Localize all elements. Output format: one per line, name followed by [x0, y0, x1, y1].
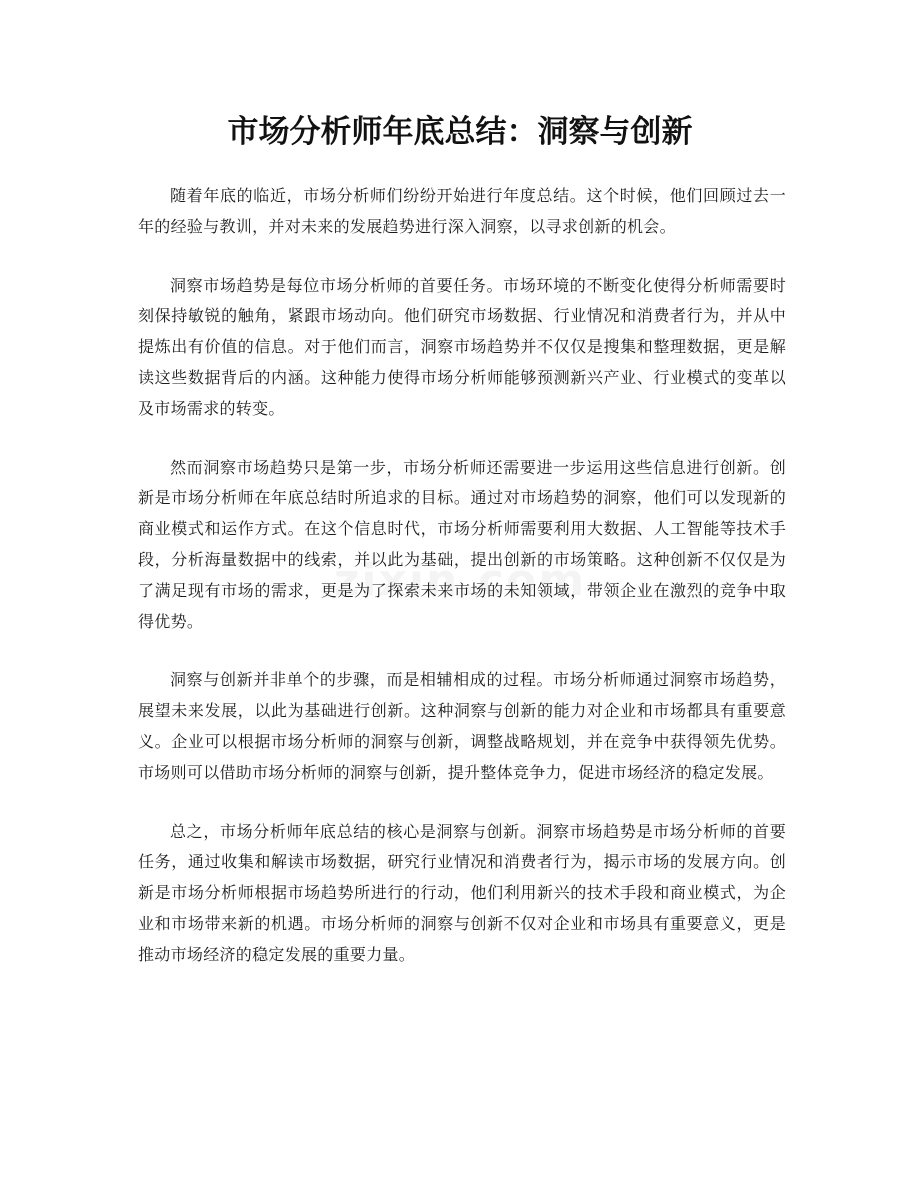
document-body	[138, 181, 786, 999]
paragraph-1: 随着年底的临近，市场分析师们纷纷开始进行年度总结。这个时候，他们回顾过去一年的经验与教训，并对未来的发展趋势进行深入洞察，以寻求创新的机会。	[138, 186, 786, 236]
document-title: 市场分析师年底总结：洞察与创新	[227, 114, 693, 150]
paragraph-5: 总之，市场分析师年底总结的核心是洞察与创新。洞察市场趋势是市场分析师的首要任务，通过收集和解读市场数据，研究行业情况和消费者行为，揭示市场的发展方向。创新是市场分析师根据市场趋势所进行的行动，他们利用新兴的技术手段和商业模式，为企业和市场带来新的机遇。市场分析师的洞察与创新不仅对企业和市场具有重要意义，更是推动市场经济的稳定发展的重要力量。	[138, 821, 786, 964]
paragraph-2: 洞察市场趋势是每位市场分析师的首要任务。市场环境的不断变化使得分析师需要时刻保持敏锐的触角，紧跟市场动向。他们研究市场数据、行业情况和消费者行为，并从中提炼出有价值的信息。对于他们而言，洞察市场趋势并不仅仅是搜集和整理数据，更是解读这些数据背后的内涵。这种能力使得市场分析师能够预测新兴产业、行业模式的变革以及市场需求的转变。	[138, 275, 786, 418]
paragraph-4: 洞察与创新并非单个的步骤，而是相辅相成的过程。市场分析师通过洞察市场趋势，展望未来发展，以此为基础进行创新。这种洞察与创新的能力对企业和市场都具有重要意义。企业可以根据市场分析师的洞察与创新，调整战略规划，并在竞争中获得领先优势。市场则可以借助市场分析师的洞察与创新，提升整体竞争力，促进市场经济的稳定发展。	[138, 670, 786, 782]
paragraph-3: 然而洞察市场趋势只是第一步，市场分析师还需要进一步运用这些信息进行创新。创新是市场分析师在年底总结时所追求的目标。通过对市场趋势的洞察，他们可以发现新的商业模式和运作方式。在这个信息时代，市场分析师需要利用大数据、人工智能等技术手段，分析海量数据中的线索，并以此为基础，提出创新的市场策略。这种创新不仅仅是为了满足现有市场的需求，更是为了探索未来市场的未知领域，带领企业在激烈的竞争中取得优势。	[138, 457, 786, 631]
